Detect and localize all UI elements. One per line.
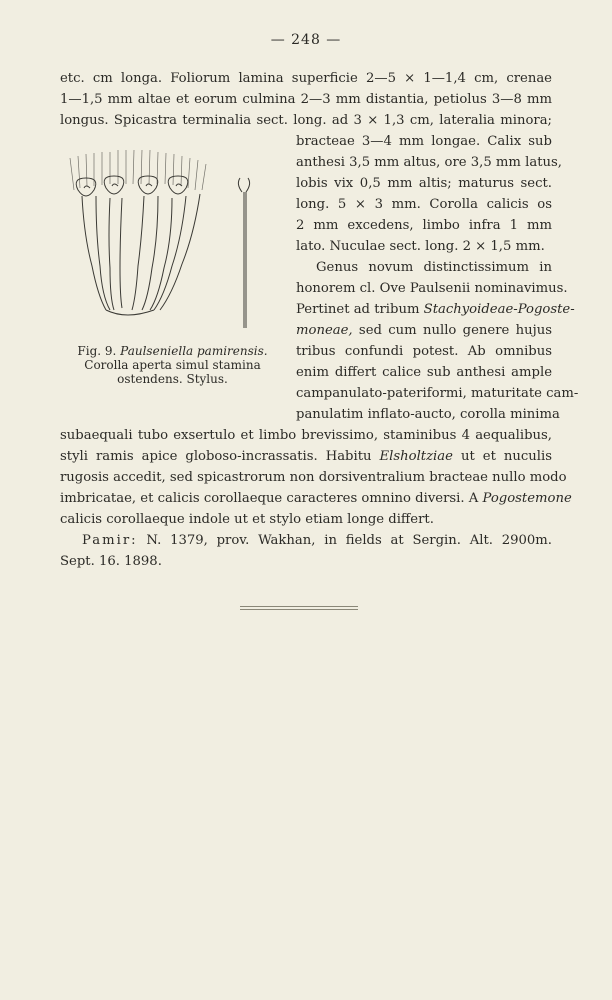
divider-line [240, 609, 358, 610]
taxon-name: Elsholtziae [379, 449, 453, 464]
text-span: sed cum nullo genere hujus [352, 323, 552, 338]
divider-line [240, 606, 358, 607]
text-line: 1—1,5 mm altae et eorum culmina 2—3 mm distantia, petiolus 3—8 mm [60, 92, 552, 107]
text-line: 2 mm excedens, limbo infra 1 mm [296, 218, 552, 233]
text-line: long. 5 × 3 mm. Corolla calicis os [296, 197, 552, 212]
text-line: Genus novum distinctissimum in [316, 260, 552, 275]
text-line: enim differt calice sub anthesi ample [296, 365, 552, 380]
text-span: Pertinet ad tribum [296, 302, 424, 317]
section-divider [240, 606, 358, 612]
text-line: panulatim inflato-aucto, corolla minima [296, 407, 560, 422]
taxon-name: Pogostemone [482, 491, 572, 506]
text-line: bracteae 3—4 mm longae. Calix sub [296, 134, 552, 149]
text-span: ut et nuculis [452, 449, 552, 464]
text-line: lato. Nuculae sect. long. 2 × 1,5 mm. [296, 239, 545, 254]
species-name: Paulseniella pamirensis. [120, 344, 268, 358]
text-line: rugosis accedit, sed spicastrorum non dorsiventralium bracteae nullo modo [60, 470, 567, 485]
text-span: imbricatae, et calicis corollaeque caracteres omnino diversi. A [60, 491, 483, 506]
caption-description: Corolla aperta simul stamina ostendens. Stylus. [84, 358, 261, 386]
corolla-drawing [60, 150, 285, 340]
text-line [296, 299, 575, 320]
text-span: N. 1379, prov. Wakhan, in fields at Sergin. Alt. 2900m. [137, 533, 552, 548]
text-line: honorem cl. Ove Paulsenii nominavimus. [296, 281, 568, 296]
taxon-name: Stachyoideae-Pogoste- [423, 302, 575, 317]
text-line [60, 446, 552, 467]
text-line [60, 488, 572, 509]
text-line [296, 320, 552, 341]
text-line: calicis corollaeque indole ut et stylo etiam longe differt. [60, 512, 434, 527]
figure-illustration [60, 150, 285, 340]
caption-first-line [60, 344, 285, 358]
figure-label: Fig. 9. [77, 344, 117, 358]
text-line: Sept. 16. 1898. [60, 554, 162, 569]
text-span: styli ramis apice globoso-incrassatis. Habitu [60, 449, 380, 464]
text-line: subaequali tubo exsertulo et limbo brevissimo, staminibus 4 aequalibus, [60, 428, 552, 443]
figure-caption [60, 344, 285, 386]
locality-line [60, 530, 552, 551]
page-number: — 248 — [270, 32, 342, 48]
taxon-name: moneae, [296, 323, 353, 338]
text-line: lobis vix 0,5 mm altis; maturus sect. [296, 176, 552, 191]
text-line: longus. Spicastra terminalia sect. long. ad 3 × 1,3 cm, lateralia minora; [60, 113, 552, 128]
locality-region: Pamir: [82, 533, 138, 548]
text-line: campanulato-pateriformi, maturitate cam- [296, 386, 579, 401]
text-line: anthesi 3,5 mm altus, ore 3,5 mm latus, [296, 155, 562, 170]
text-line: etc. cm longa. Foliorum lamina superficie 2—5 × 1—1,4 cm, crenae [60, 71, 552, 86]
text-line: tribus confundi potest. Ab omnibus [296, 344, 552, 359]
